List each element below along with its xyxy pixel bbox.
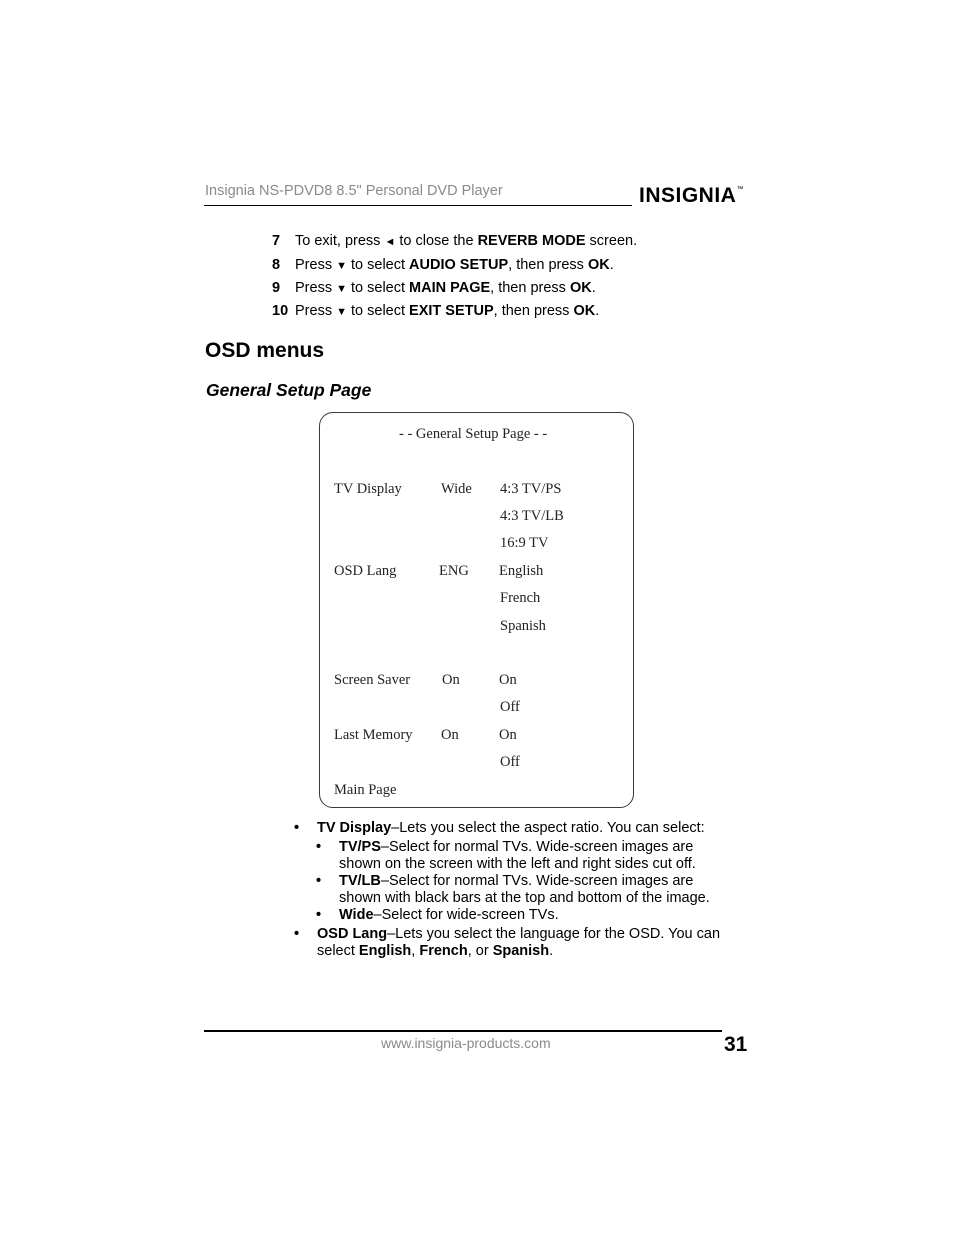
osd-option: 4:3 TV/LB	[500, 508, 564, 524]
down-arrow-icon: ▼	[336, 306, 347, 318]
bullet-term: Spanish	[492, 942, 550, 959]
step-8	[272, 257, 614, 273]
bullet-term: French	[419, 942, 468, 959]
step-number: 7	[272, 233, 281, 249]
step-keyword: MAIN PAGE	[409, 280, 491, 296]
osd-option: Spanish	[500, 618, 546, 634]
down-arrow-icon: ▼	[336, 283, 347, 295]
step-keyword: OK	[587, 257, 610, 273]
bullet-desc: –Lets you select the aspect ratio. You can select:	[391, 820, 705, 836]
step-text: .	[595, 303, 600, 319]
down-arrow-icon: ▼	[336, 260, 347, 272]
bullet-text	[339, 907, 559, 924]
osd-label-screen-saver: Screen Saver	[334, 672, 411, 688]
left-arrow-icon: ◄	[384, 236, 396, 248]
bullet-desc: select	[317, 942, 359, 959]
bullet-term: TV Display	[317, 820, 392, 836]
osd-label-main-page: Main Page	[334, 782, 397, 798]
step-text: Press	[295, 280, 337, 296]
osd-label-last-memory: Last Memory	[334, 727, 413, 743]
step-text: to select	[346, 303, 410, 319]
step-10	[272, 303, 599, 319]
bullet-text	[317, 820, 705, 837]
step-text: to select	[346, 257, 410, 273]
bullet-icon: •	[294, 926, 300, 942]
step-text: .	[609, 257, 614, 273]
bullet-text	[339, 839, 696, 872]
step-keyword: OK	[573, 303, 596, 319]
step-text: , then press	[490, 280, 570, 296]
bullet-desc: , or	[467, 942, 493, 959]
osd-option: Off	[500, 754, 520, 770]
bullet-desc: .	[549, 942, 554, 959]
bullet-icon: •	[316, 839, 322, 855]
step-9	[272, 280, 596, 296]
osd-option: French	[500, 590, 541, 606]
step-text: to close the	[395, 233, 478, 249]
bullet-desc: shown on the screen with the left and right sides cut off.	[339, 855, 696, 872]
step-text: To exit, press	[295, 233, 385, 249]
page-number: 31	[724, 1033, 748, 1056]
step-keyword: OK	[569, 280, 592, 296]
step-7	[272, 233, 637, 249]
osd-option: English	[499, 563, 544, 579]
step-text: screen.	[585, 233, 638, 249]
step-text: , then press	[493, 303, 574, 319]
osd-label-tv-display: TV Display	[334, 481, 402, 497]
osd-label-osd-lang: OSD Lang	[334, 563, 397, 579]
footer-rule	[204, 1030, 722, 1032]
bullet-term: Wide	[339, 907, 374, 923]
insignia-logo	[639, 184, 744, 208]
bullet-term: TV/LB	[339, 873, 381, 889]
bullet-term: English	[358, 942, 412, 959]
bullet-icon: •	[316, 907, 322, 923]
osd-menu-illustration	[319, 412, 634, 808]
osd-option: 16:9 TV	[500, 535, 549, 551]
step-text: , then press	[508, 257, 588, 273]
osd-value-osd-lang: ENG	[439, 563, 469, 579]
step-text: Press	[295, 303, 337, 319]
bullet-term: TV/PS	[339, 839, 381, 855]
bullet-desc: –Lets you select the language for the OSD. You can	[387, 926, 721, 942]
bullet-text	[339, 873, 710, 906]
bullet-desc: ,	[411, 942, 420, 959]
step-number: 10	[272, 303, 289, 319]
osd-value-screen-saver: On	[442, 672, 460, 688]
step-text: .	[591, 280, 596, 296]
osd-menu-title: - - General Setup Page - -	[399, 426, 548, 442]
bullet-desc: –Select for wide-screen TVs.	[373, 907, 559, 923]
trademark-mark: ™	[736, 186, 744, 193]
bullet-icon: •	[316, 873, 322, 889]
header-title: Insignia NS-PDVD8 8.5" Personal DVD Player	[205, 183, 503, 199]
logo-text: INSIGNIA	[639, 184, 737, 207]
osd-option: Off	[500, 699, 520, 715]
step-number: 8	[272, 257, 281, 273]
bullet-text	[317, 926, 720, 959]
osd-option: 4:3 TV/PS	[500, 481, 562, 497]
step-keyword: EXIT SETUP	[409, 303, 494, 319]
osd-value-last-memory: On	[441, 727, 459, 743]
step-text: to select	[346, 280, 410, 296]
bullet-icon: •	[294, 820, 300, 836]
step-keyword: AUDIO SETUP	[409, 257, 509, 273]
step-text: Press	[295, 257, 337, 273]
osd-value-tv-display: Wide	[441, 481, 472, 497]
bullet-term: OSD Lang	[317, 926, 388, 942]
section-title: OSD menus	[205, 339, 325, 362]
footer-url: www.insignia-products.com	[381, 1035, 551, 1051]
subsection-title: General Setup Page	[206, 380, 372, 400]
bullet-desc: –Select for normal TVs. Wide-screen images are	[380, 839, 694, 855]
header-rule	[204, 205, 632, 206]
osd-option: On	[499, 672, 517, 688]
step-keyword: REVERB MODE	[477, 233, 586, 249]
bullet-desc: –Select for normal TVs. Wide-screen images are	[380, 873, 694, 889]
bullet-desc: shown with black bars at the top and bottom of the image.	[339, 889, 710, 906]
osd-option: On	[499, 727, 517, 743]
step-number: 9	[272, 280, 281, 296]
